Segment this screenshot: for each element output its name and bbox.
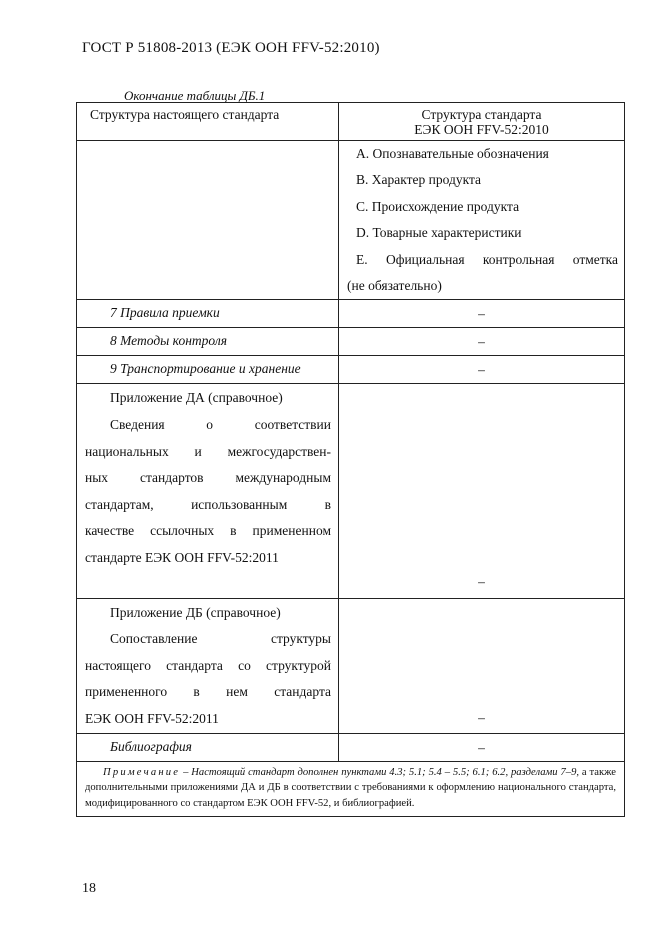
annex-db-line-4: ЕЭК ООН FFV-52:2011 (85, 710, 219, 726)
section-7-value: – (339, 300, 625, 328)
annex-db-title: Приложение ДБ (справочное) (110, 604, 281, 620)
annex-db-line-2: настоящего стандарта со структурой (85, 657, 331, 673)
annex-da-cell (77, 384, 339, 598)
table-row (77, 733, 625, 761)
marking-item-e: E. Официальная контрольная отметка (356, 251, 618, 267)
header-right-line-1: Структура стандарта (421, 107, 542, 122)
marking-item-e-continuation: (не обязательно) (347, 278, 442, 294)
annex-da-title: Приложение ДА (справочное) (110, 390, 283, 406)
table-row-annex-da (77, 384, 625, 598)
structure-comparison-table (76, 102, 625, 817)
section-8-value: – (339, 328, 625, 356)
table-row (77, 356, 625, 384)
section-7-cell (77, 300, 339, 328)
note-text-regular: а также дополнительными приложениями ДА и ДБ в соответствии с требованиями к оформлению национального стандарта, модифицированного со стандартом ЕЭК ООН FFV-52, и библиографией. (85, 766, 616, 809)
table-note-row (77, 761, 625, 817)
section-7-label: 7 Правила приемки (110, 305, 220, 321)
section-9-label: 9 Транспортирование и хранение (110, 361, 301, 377)
header-left-text: Структура настоящего стандарта (90, 107, 280, 122)
section-8-cell (77, 328, 339, 356)
table-note (85, 765, 616, 812)
table-note-cell (77, 761, 625, 817)
annex-da-value: – (339, 384, 625, 598)
table-row (77, 328, 625, 356)
annex-db-cell (77, 598, 339, 733)
marking-empty-cell (77, 141, 339, 300)
annex-da-line-1: Сведения о соответствии (110, 417, 331, 433)
marking-item-c: C. Происхождение продукта (356, 198, 520, 214)
page-number: 18 (82, 881, 96, 896)
table-row-marking (77, 141, 625, 300)
section-9-value: – (339, 356, 625, 384)
annex-db-line-3: примененного в нем стандарта (85, 684, 331, 700)
annex-da-line-6: стандарте ЕЭК ООН FFV-52:2011 (85, 550, 279, 565)
annex-da-line-2: национальных и межгосударствен- (85, 443, 331, 459)
bibliography-value: – (339, 733, 625, 761)
bibliography-label: Библиография (110, 738, 192, 754)
table-header-row (77, 103, 625, 141)
bibliography-cell (77, 733, 339, 761)
marking-item-b: B. Характер продукта (356, 172, 482, 188)
note-text-italic: – Настоящий стандарт дополнен пунктами 4.3; 5.1; 5.4 – 5.5; 6.1; 6.2, разделами 7–9, (180, 766, 580, 778)
annex-db-value: – (339, 598, 625, 733)
marking-item-a: A. Опознавательные обозначения (356, 146, 549, 161)
section-9-cell (77, 356, 339, 384)
table-caption: Окончание таблицы ДБ.1 (124, 88, 266, 103)
marking-item-d: D. Товарные характеристики (356, 225, 522, 241)
document-header: ГОСТ Р 51808-2013 (ЕЭК ООН FFV-52:2010) (82, 40, 380, 56)
table-row (77, 300, 625, 328)
marking-list-cell (339, 141, 625, 300)
header-cell-right (339, 103, 625, 141)
annex-db-line-1: Сопоставление структуры (110, 631, 331, 647)
header-right-line-2: ЕЭК ООН FFV-52:2010 (414, 122, 549, 137)
section-8-label: 8 Методы контроля (110, 333, 227, 349)
annex-da-line-4: стандартам, использованным в (85, 496, 331, 512)
table-row-annex-db (77, 598, 625, 733)
header-cell-left (77, 103, 339, 141)
annex-da-line-3: ных стандартов международным (85, 470, 331, 486)
annex-da-line-5: качестве ссылочных в примененном (85, 523, 331, 539)
note-label: Примечание (103, 766, 181, 778)
